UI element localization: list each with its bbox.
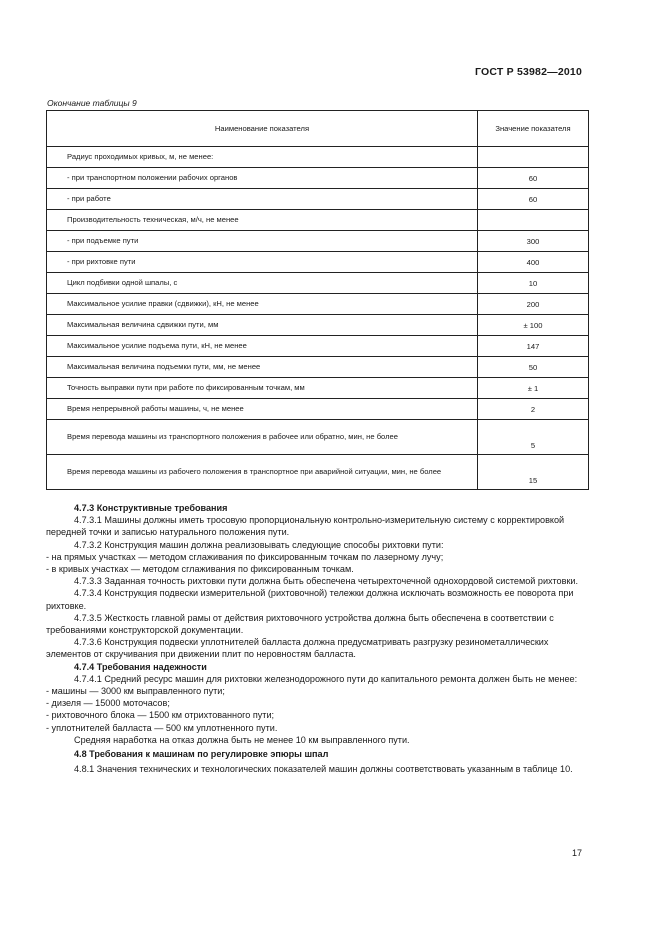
row-name: Точность выправки пути при работе по фиксированным точкам, мм <box>47 378 478 399</box>
list-item: - уплотнителей балласта — 500 км уплотненного пути. <box>46 722 278 733</box>
row-value: 300 <box>478 231 589 252</box>
column-header-value: Значение показателя <box>478 111 589 147</box>
list-item: - рихтовочного блока — 1500 км отрихтованного пути; <box>46 710 275 721</box>
row-value: 147 <box>478 336 589 357</box>
list-item: - машины — 3000 км выправленного пути; <box>46 686 225 697</box>
row-value <box>478 147 589 168</box>
table-row <box>47 273 589 294</box>
table-row <box>47 210 589 231</box>
document-body <box>46 502 585 775</box>
paragraph-4-7-3-1: 4.7.3.1 Машины должны иметь тросовую пропорциональную контрольно-измерительную систему с корректировкой передней точки и записью натурального положения пути. <box>46 515 565 538</box>
table-row <box>47 189 589 210</box>
row-value: 200 <box>478 294 589 315</box>
section-title-4-7-4: 4.7.4 Требования надежности <box>74 661 207 672</box>
paragraph-4-7-4-1: 4.7.4.1 Средний ресурс машин для рихтовки железнодорожного пути до капитального ремонта должен быть не менее: <box>74 673 578 684</box>
paragraph-4-7-3-2: 4.7.3.2 Конструкция машин должна реализовывать следующие способы рихтовки пути: <box>74 539 444 550</box>
specification-table <box>46 110 589 490</box>
row-value: 60 <box>478 189 589 210</box>
table-row <box>47 315 589 336</box>
table-row <box>47 378 589 399</box>
paragraph-4-7-3-4: 4.7.3.4 Конструкция подвески измерительной (рихтовочной) тележки должна исключать возможность ее поворота при рихтовке. <box>46 588 574 611</box>
row-name: Радиус проходимых кривых, м, не менее: <box>47 147 478 168</box>
table-row <box>47 399 589 420</box>
section-title-4-8: 4.8 Требования к машинам по регулировке эпюры шпал <box>74 749 329 760</box>
page-number: 17 <box>571 848 582 858</box>
row-name: - при транспортном положении рабочих органов <box>47 168 478 189</box>
list-item: - на прямых участках — методом сглаживания по фиксированным точкам по лазерному лучу; <box>46 551 444 562</box>
table-row <box>47 455 589 490</box>
table-row <box>47 147 589 168</box>
row-value: ± 1 <box>478 378 589 399</box>
paragraph-4-7-3-5: 4.7.3.5 Жесткость главной рамы от действия рихтовочного устройства должна быть обеспечена в соответствии с требованиями конструкторской документации. <box>46 612 554 636</box>
standard-number: ГОСТ Р 53982—2010 <box>474 66 582 78</box>
row-value: ± 100 <box>478 315 589 336</box>
table-row <box>47 231 589 252</box>
table-row <box>47 357 589 378</box>
row-name: - при работе <box>47 189 478 210</box>
column-header-name: Наименование показателя <box>47 111 478 147</box>
row-value: 5 <box>478 420 589 455</box>
paragraph-4-7-3-3: 4.7.3.3 Заданная точность рихтовки пути должна быть обеспечена четырехточечной однохордовой системой рихтовки. <box>74 576 579 587</box>
row-value: 2 <box>478 399 589 420</box>
list-item: - в кривых участках — методом сглаживания по фиксированным точкам. <box>46 564 354 575</box>
row-name: Максимальное усилие правки (сдвижки), кН, не менее <box>47 294 478 315</box>
paragraph-4-7-3-6: 4.7.3.6 Конструкция подвески уплотнителей балласта должна предусматривать разгрузку резинометаллических элементов от скручивания при движении плит по неровностям балласта. <box>46 637 549 660</box>
table-row <box>47 252 589 273</box>
row-name: Время перевода машины из транспортного положения в рабочее или обратно, мин, не более <box>47 420 478 455</box>
row-name: Максимальная величина сдвижки пути, мм <box>47 315 478 336</box>
row-value <box>478 210 589 231</box>
list-item: - дизеля — 15000 моточасов; <box>46 698 170 709</box>
section-title-4-7-3: 4.7.3 Конструктивные требования <box>74 503 228 513</box>
table-row <box>47 294 589 315</box>
row-name: - при подъемке пути <box>47 231 478 252</box>
table-row <box>47 420 589 455</box>
paragraph-4-8-1: 4.8.1 Значения технических и технологических показателей машин должны соответствовать указанным в таблице 10. <box>74 764 573 775</box>
row-name: Время непрерывной работы машины, ч, не менее <box>47 399 478 420</box>
row-value: 50 <box>478 357 589 378</box>
row-value: 15 <box>478 455 589 490</box>
table-caption: Окончание таблицы 9 <box>47 98 137 108</box>
row-name: Время перевода машины из рабочего положения в транспортное при аварийной ситуации, мин, не более <box>47 455 478 490</box>
row-name: Максимальное усилие подъема пути, кН, не менее <box>47 336 478 357</box>
row-name: Максимальная величина подъемки пути, мм, не менее <box>47 357 478 378</box>
row-value: 400 <box>478 252 589 273</box>
paragraph-mtbf: Средняя наработка на отказ должна быть не менее 10 км выправленного пути. <box>74 734 410 745</box>
row-name: Производительность техническая, м/ч, не менее <box>47 210 478 231</box>
row-name: - при рихтовке пути <box>47 252 478 273</box>
table-header-row <box>47 111 589 147</box>
row-value: 60 <box>478 168 589 189</box>
table-row <box>47 336 589 357</box>
row-value: 10 <box>478 273 589 294</box>
table-row <box>47 168 589 189</box>
row-name: Цикл подбивки одной шпалы, с <box>47 273 478 294</box>
